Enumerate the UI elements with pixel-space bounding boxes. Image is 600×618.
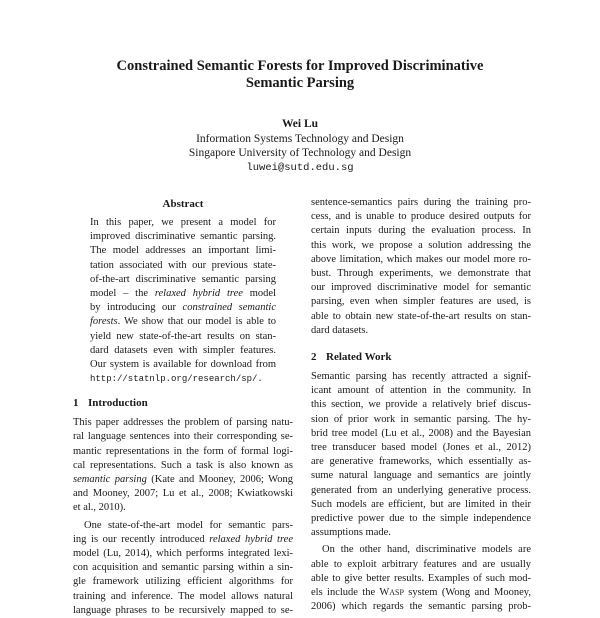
abstract-line xyxy=(90,315,276,329)
abstract-line xyxy=(90,287,276,301)
text-line: sume natural language and semantics are jointly xyxy=(311,470,531,482)
text-line: cess, and is unable to produce desired outputs for xyxy=(311,211,531,223)
text-line: This paper addresses the problem of parsing natu- xyxy=(73,417,293,429)
text-line: parsing, even when simpler features are used, is xyxy=(311,296,531,308)
text-line: dard datasets. xyxy=(311,324,369,336)
title-line-2: Semantic Parsing xyxy=(245,75,355,91)
abstract-line: The model addresses an important limi- xyxy=(90,245,276,257)
text-line: able to exploit arbitrary features and are usually xyxy=(311,558,531,570)
text-line: able to give better results. Examples of such mod- xyxy=(311,572,531,584)
section-number: 2 xyxy=(311,351,317,364)
title-line-1: Constrained Semantic Forests for Improved Discriminative xyxy=(116,58,484,74)
text-line: icant amount of attention in the community. In xyxy=(311,385,531,397)
text-line xyxy=(73,473,293,487)
text-line: et al., 2010). xyxy=(73,502,126,514)
text-line: able to obtain new state-of-the-art results on stan- xyxy=(311,310,531,322)
text-line: bust. Through experiments, we demonstrate that xyxy=(311,268,531,280)
abstract-line: of-the-art discriminative semantic parsing xyxy=(90,273,276,285)
section-heading-introduction xyxy=(73,396,293,410)
text-line: and Mooney, 2007; Lu et al., 2008; Kwiatkowski xyxy=(73,488,293,500)
abstract-line: In this paper, we present a model for xyxy=(90,217,276,228)
text-line: mantic representations in the form of formal logi- xyxy=(73,445,293,457)
text-line: 2006) which regards the semantic parsing prob- xyxy=(311,601,531,613)
abstract-heading: Abstract xyxy=(162,198,204,210)
text-line: ral language sentences into their corresponding se- xyxy=(73,431,293,443)
text-line: Semantic parsing has recently attracted a signif- xyxy=(311,371,531,383)
text-line: One state-of-the-art model for semantic pars- xyxy=(84,519,293,531)
text-line: this section, we provide a relatively brief discus- xyxy=(311,399,531,411)
text-line: model (Lu, 2014), which performs integrated lexi- xyxy=(73,548,293,560)
text-line: predictive power due to the simple independence xyxy=(311,513,531,525)
text-line: Such models are efficient, but are limited in their xyxy=(311,498,531,510)
text-line: certain inputs during the evaluation process. In xyxy=(311,225,531,237)
text-line: generated from an underlying generative process. xyxy=(311,484,531,496)
small-caps-run: ASP xyxy=(389,588,404,598)
right-column xyxy=(311,196,531,614)
abstract-line: yield new state-of-the-art results on stan- xyxy=(90,330,276,342)
author-affiliation-2: Singapore University of Technology and Design xyxy=(188,147,412,159)
text-run: . We show that our model is able to xyxy=(117,316,276,328)
text-line: gle framework utilizing efficient algorithms for xyxy=(73,576,293,588)
text-run: (Kate and Mooney, 2006; Wong xyxy=(146,474,293,486)
related-paragraph-2 xyxy=(311,543,531,614)
text-line: assumptions made. xyxy=(311,527,391,539)
text-run: els include the W xyxy=(311,587,390,599)
author-affiliation-1: Information Systems Technology and Design xyxy=(196,132,404,145)
text-line: brid tree model (Lu et al., 2008) and the Bayesian xyxy=(311,427,531,439)
text-line: are generative frameworks, which essentially as- xyxy=(311,456,531,468)
text-line: con acquisition and semantic parsing within a sin- xyxy=(73,562,293,574)
abstract-line: Our system is available for download from xyxy=(90,359,276,371)
abstract-line: tation associated with our previous state- xyxy=(90,259,276,271)
author-block xyxy=(0,117,600,175)
text-line: this work, we propose a solution addressing the xyxy=(311,239,531,251)
italic-term: relaxed hybrid tree xyxy=(209,533,293,545)
related-paragraph-1 xyxy=(311,370,531,540)
abstract-line: dard datasets even with simpler features. xyxy=(90,344,276,356)
paper-title xyxy=(0,58,600,92)
abstract-body xyxy=(90,216,276,372)
section-title: Related Work xyxy=(326,351,392,364)
text-line: On the other hand, discriminative models are xyxy=(322,544,531,556)
text-line xyxy=(311,586,531,600)
text-run: model – the xyxy=(90,288,155,300)
section-title: Introduction xyxy=(88,397,148,410)
text-line: above limitation, which makes our model more ro- xyxy=(311,253,531,265)
text-line xyxy=(73,533,293,547)
author-name: Wei Lu xyxy=(281,118,319,130)
abstract-line xyxy=(90,301,276,315)
text-run: model xyxy=(242,288,276,300)
intro-paragraph-2 xyxy=(73,519,293,618)
intro-paragraph-1 xyxy=(73,416,293,515)
text-run: system (Wong and Mooney, xyxy=(403,587,531,599)
text-line: our improved discriminative model for semantic xyxy=(311,282,531,294)
text-line: sentence-semantics pairs during the training pro- xyxy=(311,197,531,208)
text-run: ing is our recently introduced xyxy=(73,533,210,545)
text-line: tree transducer based model (Jones et al., 2012) xyxy=(311,442,531,454)
intro-continuation xyxy=(311,196,531,338)
text-run: by introducing our xyxy=(90,302,183,314)
left-column xyxy=(73,197,293,618)
abstract-line: improved discriminative semantic parsing. xyxy=(90,231,276,243)
author-email: luwei@sutd.edu.sg xyxy=(246,161,354,174)
italic-term: constrained semantic xyxy=(182,302,276,314)
italic-term: relaxed hybrid tree xyxy=(154,288,243,300)
text-line: cal representations. Such a task is also known as xyxy=(73,459,293,471)
text-line: language phrases to be recursively mapped to se- xyxy=(73,604,293,616)
download-url: http://statnlp.org/research/sp/. xyxy=(90,374,263,385)
italic-term: semantic parsing xyxy=(73,474,147,486)
italic-term: forests xyxy=(90,316,118,328)
section-number: 1 xyxy=(73,397,79,410)
text-line: sion of prior work in semantic parsing. The hy- xyxy=(311,413,531,425)
section-heading-related-work xyxy=(311,350,531,364)
text-line: training and inference. The model allows natural xyxy=(73,590,293,602)
